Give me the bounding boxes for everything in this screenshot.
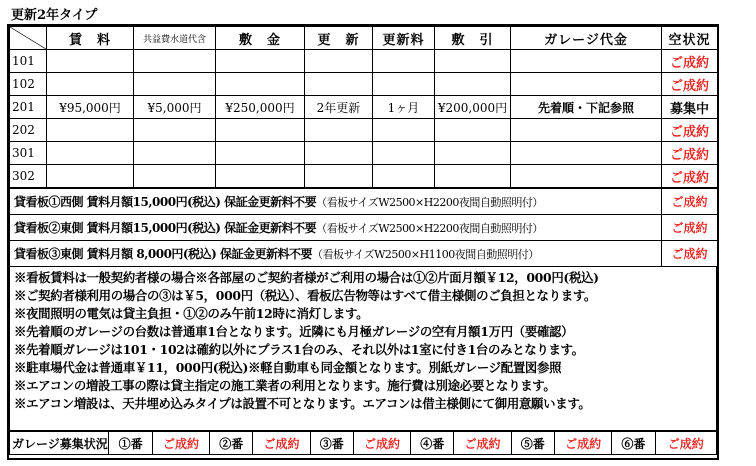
- garage-label: ガレージ募集状況: [10, 432, 109, 455]
- note-line: ※ご契約者様利用の場合の③は￥5，000円（税込）、看板広告物等はすべて借主様側のご負担となります。: [14, 288, 597, 303]
- table-row: [10, 142, 718, 165]
- header-garage-fee: ガレージ代金: [511, 27, 662, 50]
- signboard-main-text: 貸看板③東側 賃料月額 8,000円(税込) 保証金更新料不要: [14, 247, 312, 261]
- cell-renewal-fee: [373, 50, 435, 73]
- cell-deduction: [435, 165, 511, 188]
- cell-renewal: [305, 165, 373, 188]
- rental-sheet: [7, 24, 719, 460]
- garage-slot-status: ご成約: [655, 432, 716, 455]
- cell-utilities: [134, 50, 216, 73]
- garage-slot-number: ③番: [310, 432, 353, 455]
- signboard-size-text: （看板サイズW2500×H1100夜間自動照明付）: [311, 248, 539, 261]
- garage-slot-status: ご成約: [152, 432, 209, 455]
- cell-garage-fee: [511, 142, 662, 165]
- cell-room: 302: [10, 165, 47, 188]
- cell-status: ご成約: [662, 142, 718, 165]
- cell-renewal: 2年更新: [305, 96, 373, 119]
- table-row: [10, 119, 718, 142]
- note-line: ※夜間照明の電気は貸主負担・①②のみ午前12時に消灯します。: [14, 306, 369, 321]
- cell-room: 101: [10, 50, 47, 73]
- cell-room: 202: [10, 119, 47, 142]
- rent-table: [9, 26, 718, 188]
- cell-garage-fee: [511, 73, 662, 96]
- cell-rent: [47, 165, 134, 188]
- cell-renewal-fee: [373, 142, 435, 165]
- cell-status: ご成約: [662, 73, 718, 96]
- signboard-status: ご成約: [662, 189, 718, 215]
- garage-slot-status: ご成約: [253, 432, 310, 455]
- cell-room: 102: [10, 73, 47, 96]
- garage-slot-number: ⑤番: [511, 432, 554, 455]
- signboard-row: [10, 189, 718, 215]
- header-utilities: 共益費水道代含: [134, 27, 216, 50]
- cell-garage-fee: [511, 165, 662, 188]
- cell-renewal-fee: [373, 165, 435, 188]
- cell-deduction: [435, 50, 511, 73]
- notes-section: [9, 267, 717, 431]
- cell-utilities: ¥5,000円: [134, 96, 216, 119]
- cell-deduction: ¥200,000円: [435, 96, 511, 119]
- cell-deposit: [216, 142, 305, 165]
- garage-slot-status: ご成約: [353, 432, 410, 455]
- garage-slot-number: ②番: [210, 432, 253, 455]
- cell-deposit: [216, 165, 305, 188]
- note-line: ※先着順のガレージの台数は普通車1台となります。近隣にも月極ガレージの空有月額1万円（要確認）: [14, 324, 574, 339]
- note-line: ※先着順ガレージは101・102は確約以外にプラス1台のみ、それ以外は1室に付き1台のみとなります。: [14, 342, 584, 357]
- signboard-main-text: 貸看板②東側 賃料月額15,000円(税込) 保証金更新料不要: [14, 221, 317, 235]
- cell-status: ご成約: [662, 50, 718, 73]
- cell-utilities: [134, 165, 216, 188]
- signboard-size-text: （看板サイズW2500×H2200夜間自動照明付）: [316, 196, 543, 209]
- cell-deposit: [216, 119, 305, 142]
- cell-renewal-fee: 1ヶ月: [373, 96, 435, 119]
- cell-garage-fee: 先着順・下記参照: [511, 96, 662, 119]
- cell-rent: [47, 73, 134, 96]
- header-vacancy: 空状況: [662, 27, 718, 50]
- cell-utilities: [134, 142, 216, 165]
- cell-rent: ¥95,000円: [47, 96, 134, 119]
- signboard-size-text: （看板サイズW2500×H2200夜間自動照明付）: [316, 222, 543, 235]
- garage-row: [10, 432, 717, 455]
- diagonal-corner-cell: [10, 27, 47, 50]
- cell-deposit: [216, 73, 305, 96]
- garage-slot-status: ご成約: [555, 432, 612, 455]
- page-title: 更新2年タイプ: [11, 8, 98, 23]
- signboard-main-text: 貸看板①西側 賃料月額15,000円(税込) 保証金更新料不要: [14, 195, 317, 209]
- garage-slot-number: ⑥番: [612, 432, 655, 455]
- cell-deposit: [216, 50, 305, 73]
- signboard-description: [10, 189, 662, 215]
- cell-deposit: ¥250,000円: [216, 96, 305, 119]
- cell-renewal: [305, 73, 373, 96]
- signboard-row: [10, 241, 718, 267]
- note-line: ※エアコンの増設工事の際は貸主指定の施工業者の利用となります。施行費は別途必要となります。: [14, 378, 556, 393]
- garage-slot-status: ご成約: [454, 432, 511, 455]
- cell-renewal: [305, 50, 373, 73]
- table-row: [10, 50, 718, 73]
- signboard-status: ご成約: [662, 215, 718, 241]
- header-deposit: 敷 金: [216, 27, 305, 50]
- note-line: ※駐車場代金は普通車￥11，000円(税込)※軽自動車も同金額となります。別紙ガレージ配置図参照: [14, 360, 562, 375]
- header-deduction: 敷 引: [435, 27, 511, 50]
- signboard-description: [10, 215, 662, 241]
- room-rows: [10, 50, 718, 188]
- cell-room: 301: [10, 142, 47, 165]
- signboard-table: [9, 188, 718, 267]
- cell-rent: [47, 119, 134, 142]
- note-line: ※エアコン増設は、天井埋め込みタイプは設置不可となります。エアコンは借主様側にて御用意願います。: [14, 396, 591, 411]
- garage-slot-number: ①番: [109, 432, 152, 455]
- table-row: [10, 73, 718, 96]
- cell-deduction: [435, 142, 511, 165]
- cell-renewal-fee: [373, 119, 435, 142]
- signboard-row: [10, 215, 718, 241]
- table-row: [10, 165, 718, 188]
- cell-renewal-fee: [373, 73, 435, 96]
- garage-status-table: [9, 431, 717, 455]
- cell-rent: [47, 142, 134, 165]
- cell-garage-fee: [511, 50, 662, 73]
- cell-deduction: [435, 119, 511, 142]
- signboard-status: ご成約: [662, 241, 718, 267]
- header-renewal-fee: 更新料: [373, 27, 435, 50]
- signboard-description: [10, 241, 662, 267]
- cell-renewal: [305, 142, 373, 165]
- garage-slot-number: ④番: [411, 432, 454, 455]
- cell-status: 募集中: [662, 96, 718, 119]
- cell-room: 201: [10, 96, 47, 119]
- header-renewal: 更 新: [305, 27, 373, 50]
- cell-rent: [47, 50, 134, 73]
- cell-renewal: [305, 119, 373, 142]
- note-line: ※看板賃料は一般契約者様の場合※各部屋のご契約者様がご利用の場合は①②片面月額￥12，000円(税込): [14, 270, 599, 285]
- cell-garage-fee: [511, 119, 662, 142]
- cell-deduction: [435, 73, 511, 96]
- cell-status: ご成約: [662, 119, 718, 142]
- header-row: [10, 27, 718, 50]
- header-rent: 賃 料: [47, 27, 134, 50]
- cell-status: ご成約: [662, 165, 718, 188]
- table-row: [10, 96, 718, 119]
- cell-utilities: [134, 119, 216, 142]
- cell-utilities: [134, 73, 216, 96]
